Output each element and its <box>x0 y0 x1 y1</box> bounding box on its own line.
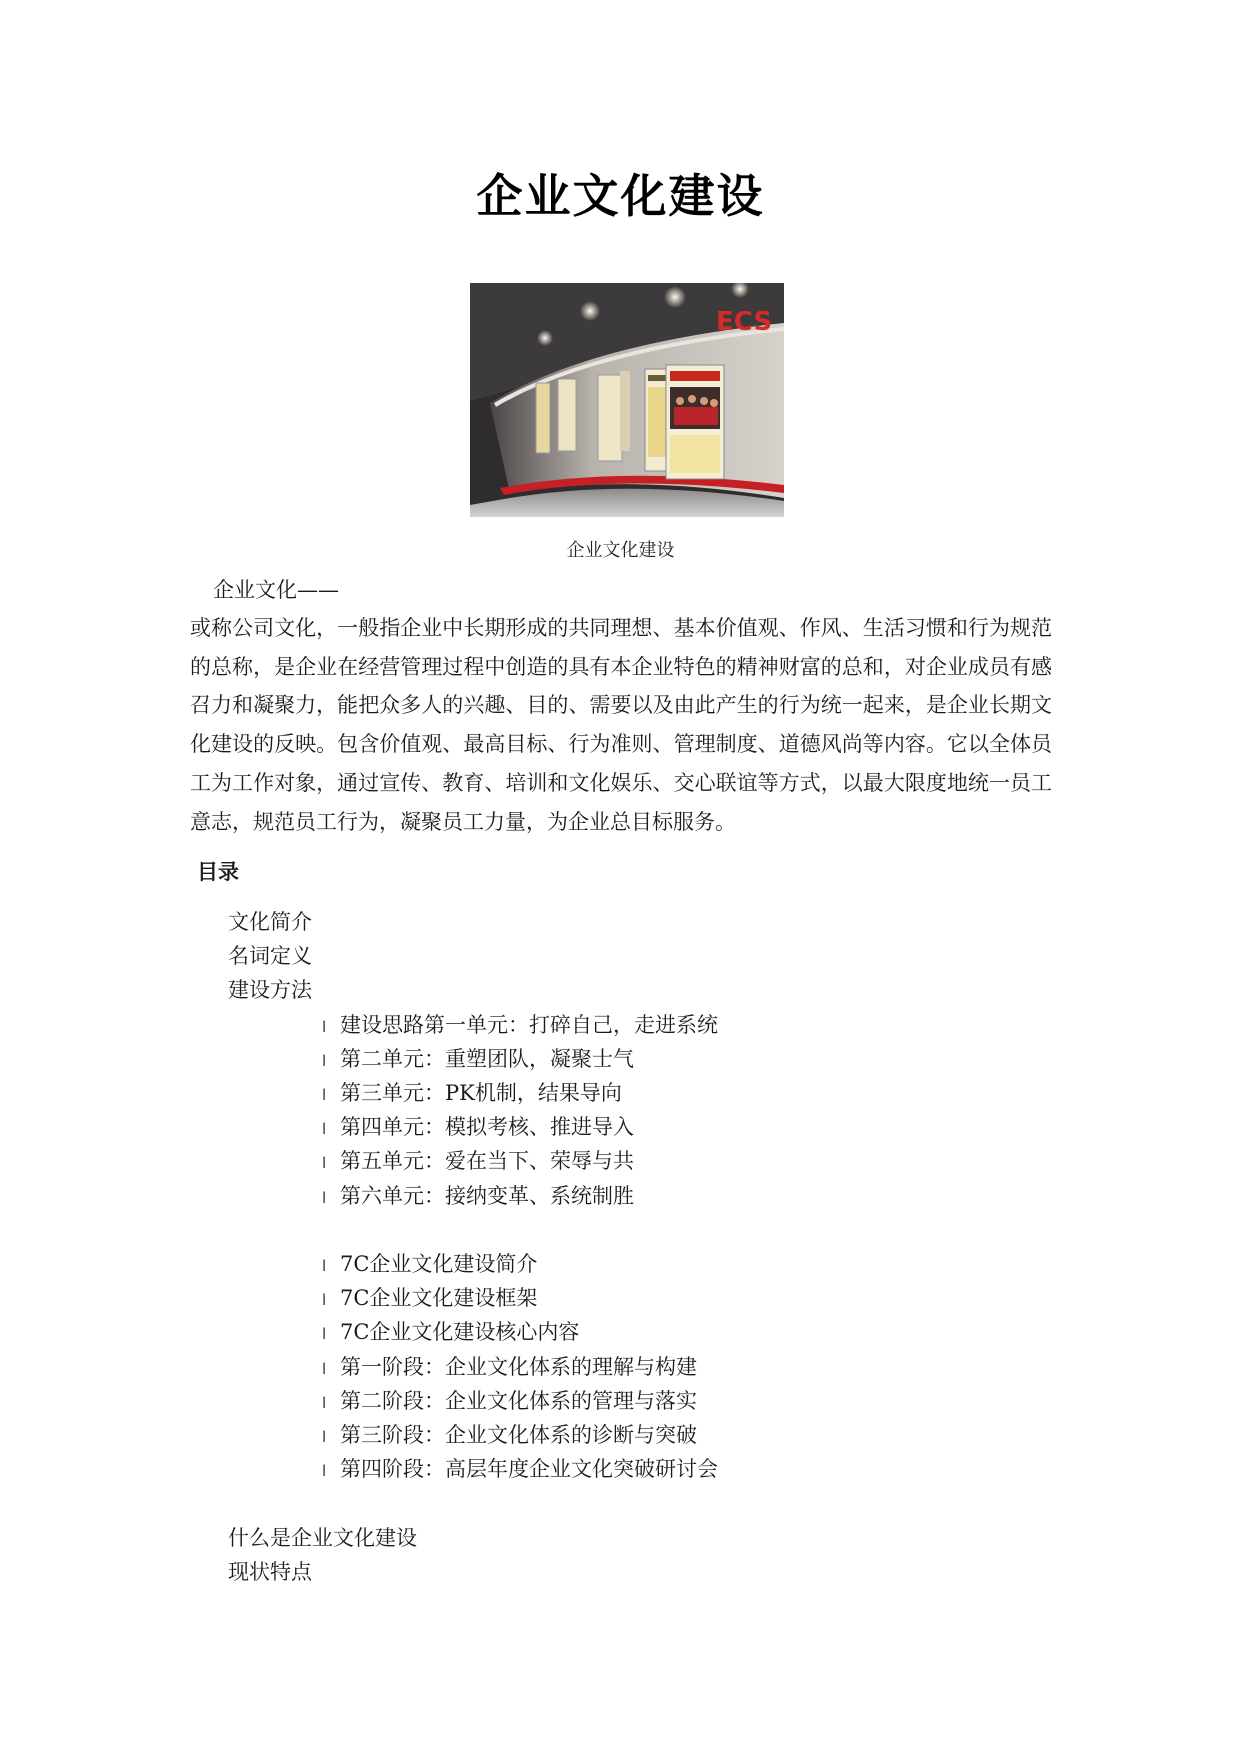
bullet-icon: l <box>322 1394 327 1412</box>
bullet-icon: l <box>322 1086 327 1104</box>
toc-subitem[interactable] <box>322 1111 634 1141</box>
toc-subitem-label: 第六单元：接纳变革、系统制胜 <box>340 1184 634 1208</box>
toc-subitem[interactable] <box>322 1453 718 1483</box>
bullet-icon: l <box>322 1257 327 1275</box>
toc-subitem-label: 第二单元：重塑团队，凝聚士气 <box>340 1047 634 1071</box>
corporate-culture-wall-photo <box>470 283 784 517</box>
toc-subitem[interactable] <box>322 1077 622 1107</box>
toc-subitem-label: 7C企业文化建设核心内容 <box>340 1320 580 1344</box>
toc-subitem[interactable] <box>322 1009 718 1039</box>
bullet-icon: l <box>322 1052 327 1070</box>
toc-subitem[interactable] <box>322 1043 634 1073</box>
logo-sign: ECS <box>716 307 773 337</box>
toc-item[interactable]: 文化简介 <box>228 910 312 934</box>
bullet-icon: l <box>322 1154 327 1172</box>
toc-subitem[interactable] <box>322 1351 697 1381</box>
bullet-icon: l <box>322 1325 327 1343</box>
toc-item[interactable]: 现状特点 <box>228 1560 312 1584</box>
bullet-icon: l <box>322 1428 327 1446</box>
toc-subitem-label: 第四阶段：高层年度企业文化突破研讨会 <box>340 1457 718 1481</box>
toc-subitem-label: 第二阶段：企业文化体系的管理与落实 <box>340 1389 697 1413</box>
toc-subitem[interactable] <box>322 1385 697 1415</box>
toc-subitem-label: 第三阶段：企业文化体系的诊断与突破 <box>340 1423 697 1447</box>
toc-subitem-label: 7C企业文化建设框架 <box>340 1286 538 1310</box>
bullet-icon: l <box>322 1120 327 1138</box>
toc-subitem-label: 建设思路第一单元：打碎自己，走进系统 <box>340 1013 718 1037</box>
toc-subitem-label: 第一阶段：企业文化体系的理解与构建 <box>340 1355 697 1379</box>
definition-paragraph: 或称公司文化，一般指企业中长期形成的共同理想、基本价值观、作风、生活习惯和行为规范的总称，是企业在经营管理过程中创造的具有本企业特色的精神财富的总和，对企业成员有感召力和凝聚力，能把众多人的兴趣、目的、需要以及由此产生的行为统一起来，是企业长期文化建设的反映。包含价值观、最高目标、行为准则、管理制度、道德风尚等内容。它以全体员工为工作对象，通过宣传、教育、培训和文化娱乐、交心联谊等方式，以最大限度地统一员工意志，规范员工行为，凝聚员工力量，为企业总目标服务。 <box>190 616 1052 834</box>
toc-subitem[interactable] <box>322 1145 634 1175</box>
bullet-icon: l <box>322 1462 327 1480</box>
bullet-icon: l <box>322 1360 327 1378</box>
toc-subitem[interactable] <box>322 1180 634 1210</box>
definition-lead: 企业文化—— <box>213 578 339 602</box>
page-title: 企业文化建设 <box>476 169 765 223</box>
bullet-icon: l <box>322 1018 327 1036</box>
bullet-icon: l <box>322 1189 327 1207</box>
toc-item[interactable]: 什么是企业文化建设 <box>228 1526 417 1550</box>
toc-subitem[interactable] <box>322 1248 537 1278</box>
toc-subitem[interactable] <box>322 1316 579 1346</box>
toc-item[interactable]: 建设方法 <box>228 978 312 1002</box>
toc-item[interactable]: 名词定义 <box>228 944 312 968</box>
toc-subitem-label: 7C企业文化建设简介 <box>340 1252 538 1276</box>
bullet-icon: l <box>322 1291 327 1309</box>
photo-illustration <box>470 283 784 517</box>
toc-subitem[interactable] <box>322 1282 537 1312</box>
toc-subitem-label: 第四单元：模拟考核、推进导入 <box>340 1115 634 1139</box>
toc-heading: 目录 <box>197 860 239 884</box>
toc-subitem[interactable] <box>322 1419 697 1449</box>
toc-subitem-label: 第三单元：PK机制，结果导向 <box>340 1081 622 1105</box>
figure-caption: 企业文化建设 <box>566 540 675 561</box>
toc-subitem-label: 第五单元：爱在当下、荣辱与共 <box>340 1149 634 1173</box>
